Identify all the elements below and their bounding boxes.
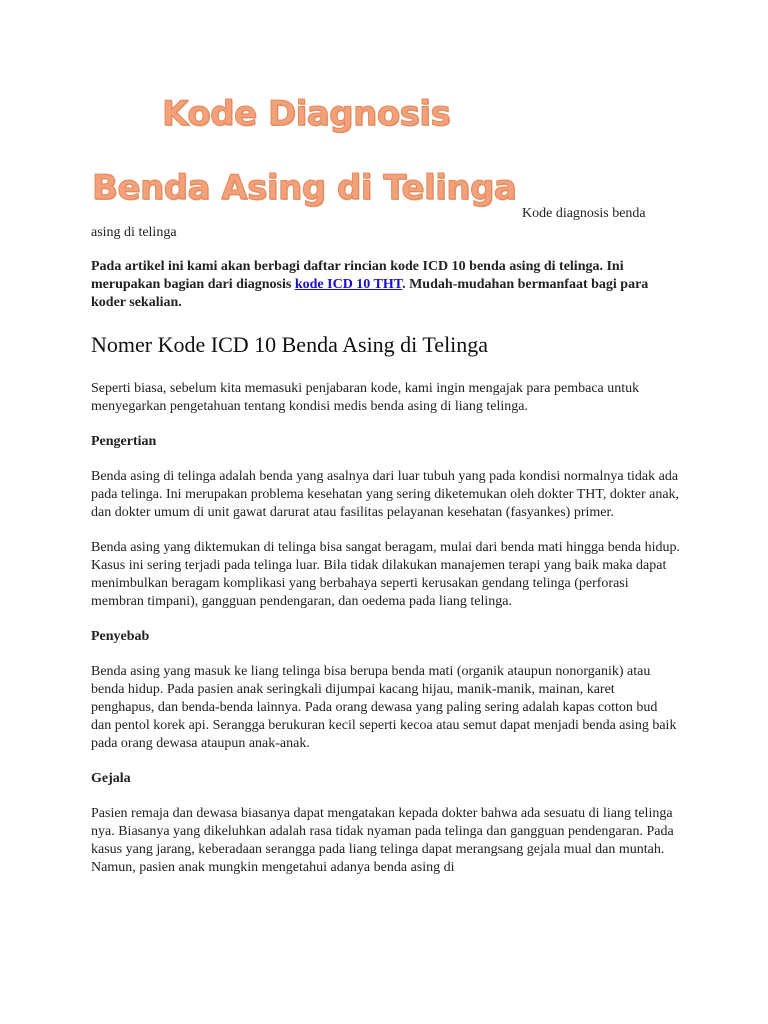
gejala-heading: Gejala — [91, 771, 131, 786]
intro-text-after-link: . Mudah-mudahan bermanfaat bagi para koder sekalian. — [91, 277, 649, 310]
intro-paragraph — [91, 258, 681, 312]
intro-text-before-link: Pada artikel ini kami akan berbagi daftar rincian kode ICD 10 benda asing di telinga. Ini merupakan bagian dari diagnosis — [91, 259, 624, 292]
penyebab-heading: Penyebab — [91, 629, 150, 644]
icd10-tht-link[interactable]: kode ICD 10 THT — [294, 277, 403, 292]
title-banner-image — [92, 88, 522, 223]
section-title: Nomer Kode ICD 10 Benda Asing di Telinga — [91, 332, 489, 357]
image-caption-part-1: Kode diagnosis benda — [522, 206, 646, 221]
banner-line-1: Kode Diagnosis — [162, 94, 451, 134]
pengertian-paragraph-1: Benda asing di telinga adalah benda yang asalnya dari luar tubuh yang pada kondisi normalnya tidak ada pada telinga. Ini merupakan problema kesehatan yang sering diketemukan oleh dokter THT, dokter anak, dan dokter umum di unit gawat darurat atau fasilitas pelayanan kesehatan (fasyankes) primer. — [91, 469, 680, 520]
article-body — [91, 258, 681, 894]
opening-paragraph: Seperti biasa, sebelum kita memasuki penjabaran kode, kami ingin mengajak para pembaca untuk menyegarkan pengetahuan tentang kondisi medis benda asing di liang telinga. — [91, 381, 640, 414]
image-caption-part-2: asing di telinga — [91, 225, 177, 240]
pengertian-heading: Pengertian — [91, 434, 157, 449]
pengertian-paragraph-2: Benda asing yang diktemukan di telinga bisa sangat beragam, mulai dari benda mati hingga benda hidup. Kasus ini sering terjadi pada telinga luar. Bila tidak dilakukan manajemen terapi yang baik maka dapat menimbulkan beragam komplikasi yang berbahaya seperti kerusakan gendang telinga (perforasi membran timpani), gangguan pendengaran, dan oedema pada liang telinga. — [91, 540, 681, 609]
banner-line-2: Benda Asing di Telinga — [92, 168, 517, 208]
penyebab-paragraph: Benda asing yang masuk ke liang telinga bisa berupa benda mati (organik ataupun nonorganik) atau benda hidup. Pada pasien anak seringkali dijumpai kacang hijau, manik-manik, mainan, karet penghapus, dan benda-benda lainnya. Pada orang dewasa yang paling sering adalah kapas cotton bud dan pentol korek api. Serangga berukuran kecil seperti kecoa atau semut dapat menjadi benda asing baik pada orang dewasa ataupun anak-anak. — [91, 664, 677, 751]
gejala-paragraph: Pasien remaja dan dewasa biasanya dapat mengatakan kepada dokter bahwa ada sesuatu di liang telinga nya. Biasanya yang dikeluhkan adalah rasa tidak nyaman pada telinga dan gangguan pendengaran. Pada kasus yang jarang, keberadaan serangga pada liang telinga dapat merangsang gejala mual dan muntah. Namun, pasien anak mungkin mengetahui adanya benda asing di — [91, 806, 674, 875]
